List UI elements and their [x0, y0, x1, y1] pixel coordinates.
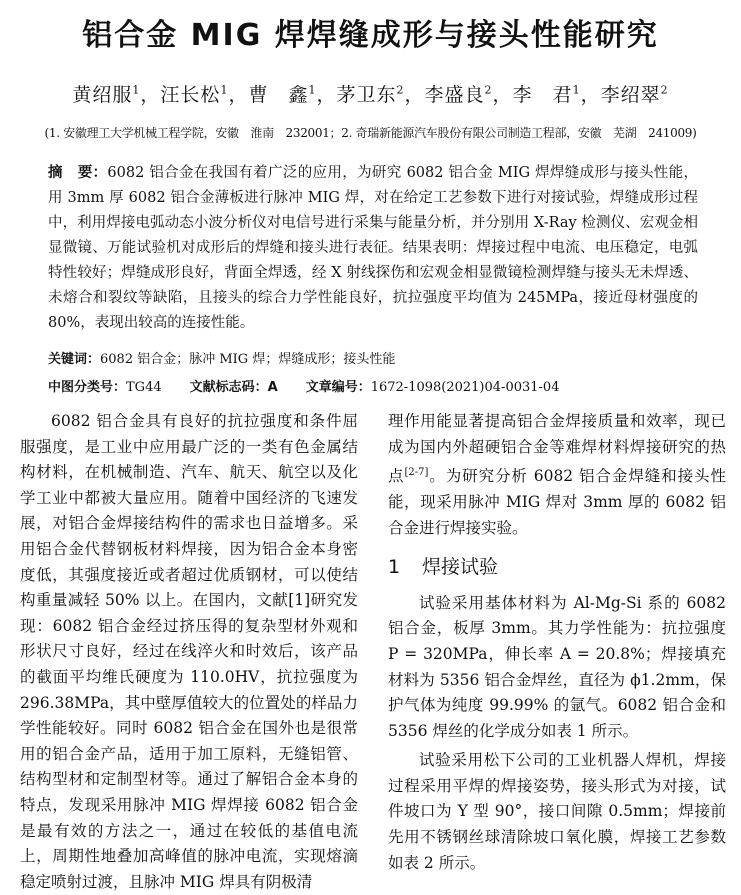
author-name: 曹 鑫	[248, 84, 309, 106]
article-number-value: 1672-1098(2021)04-0031-04	[370, 380, 560, 395]
abstract	[48, 161, 698, 336]
citation-ref: [2-7]	[404, 467, 429, 479]
clc-label: 中图分类号：	[48, 380, 127, 395]
article-number-label: 文章编号：	[305, 380, 371, 395]
keywords-label: 关键词：	[48, 352, 101, 367]
author-affiliation-mark: 2	[660, 83, 669, 97]
classification-line	[48, 376, 559, 395]
body-paragraph: 试验采用松下公司的工业机器人焊机，焊接过程采用平焊的焊接姿势，接头形式为对接，试件坡口为 Y 型 90°，接口间隙 0.5mm；焊接前先用不锈钢丝球清除坡口氧化膜，焊接工艺参数如表 2 所示。	[388, 751, 726, 872]
author-name: 李绍翠	[600, 84, 661, 106]
abstract-label: 摘 要：	[48, 165, 108, 181]
body-paragraph	[388, 409, 726, 541]
author-name: 茅卫东	[336, 84, 397, 106]
abstract-text: 6082 铝合金在我国有着广泛的应用，为研究 6082 铝合金 MIG 焊焊缝成形与接头性能，用 3mm 厚 6082 铝合金薄板进行脉冲 MIG 焊，对在给定工艺参数下进行对接试验，焊缝成形过程中，利用焊接电弧动态小波分析仪对电信号进行采集与能量分析，并分别用 X-Ray 检测仪、宏观金相显微镜、万能试验机对成形后的焊缝和接头进行表征。结果表明：焊接过程中电流、电压稳定，电弧特性较好；焊缝成形良好，背面全焊透，经 X 射线探伤和宏观金相显微镜检测焊缝与接头无未焊透、未熔合和裂纹等缺陷，且接头的综合力学性能良好，抗拉强度平均值为 245MPa，接近母材强度的 80%，表现出较高的连接性能。	[48, 165, 698, 331]
doc-code-value: A	[267, 380, 278, 395]
body-text: 理作用能显著提高铝合金焊接质量和效率，现已成为国内外超硬铝合金等难焊材料焊接研究的热点	[388, 412, 726, 486]
section-number: 1	[388, 556, 401, 579]
author-affiliation-mark: 1	[220, 83, 229, 97]
body-column-left	[20, 409, 358, 895]
author-affiliation-mark: 1	[572, 83, 581, 97]
author-affiliation-mark: 2	[484, 83, 493, 97]
section-title: 焊接试验	[422, 556, 499, 579]
author-affiliation-mark: 1	[308, 83, 317, 97]
clc-value: TG44	[126, 380, 162, 395]
doc-code-label: 文献标志码：	[189, 380, 268, 395]
section-heading	[388, 555, 726, 581]
author-name: 黄绍服	[72, 84, 133, 106]
author-name: 李 君	[512, 84, 573, 106]
author-list: 黄绍服$^1$，汪长松$^1$，曹 鑫$^1$，茅卫东$^2$，李盛良$^2$，李 君$^1$，李绍翠$^2$	[72, 83, 669, 106]
author-affiliation-mark: 2	[396, 83, 405, 97]
body-paragraph: 6082 铝合金具有良好的抗拉强度和条件屈服强度，是工业中应用最广泛的一类有色金属结构材料，在机械制造、汽车、航天、航空以及化学工业中都被大量应用。随着中国经济的飞速发展，对铝合金焊接结构件的需求也日益增多。采用铝合金代替钢板材料焊接，因为铝合金本身密度低，其强度接近或者超过优质钢材，可以使结构重量减轻 50% 以上。在国内，文献[1]研究发现：6082 铝合金经过挤压得的复杂型材外观和形状尺寸良好，经过在线淬火和时效后，该产品的截面平均维氏硬度为 110.0HV，抗拉强度为 296.38MPa，其中壁厚值较大的位置处的样品力学性能较好。同时 6082 铝合金在国外也是很常用的铝合金产品，适用于加工原料，无缝铝管、结构型材和定制型材等。通过了解铝合金本身的特点，发现采用脉冲 MIG 焊焊接 6082 铝合金是最有效的方法之一，通过在较低的基值电流上，周期性地叠加高峰值的脉冲电流，实现熔滴稳定喷射过渡，且脉冲 MIG 焊具有阴极清	[20, 412, 358, 891]
affiliations: (1. 安徽理工大学机械工程学院，安徽 淮南 232001；2. 奇瑞新能源汽车股份有限公司制造工程部，安徽 芜湖 241009)	[44, 126, 697, 140]
keywords	[48, 348, 395, 367]
paper-title: 铝合金 MIG 焊焊缝成形与接头性能研究	[82, 18, 659, 53]
body-paragraph: 试验采用基体材料为 Al-Mg-Si 系的 6082 铝合金，板厚 3mm。其力学性能为：抗拉强度 P = 320MPa，伸长率 A = 20.8%；焊接填充材料为 5356 铝合金焊丝，直径为 ϕ1.2mm，保护气体为纯度 99.99% 的氩气。6082 铝合金和 5356 焊丝的化学成分如表 1 所示。	[388, 593, 726, 740]
body-column-right	[388, 409, 726, 876]
author-name: 李盛良	[424, 84, 485, 106]
author-name: 汪长松	[160, 84, 221, 106]
author-affiliation-mark: 1	[132, 83, 141, 97]
body-text: 。为研究分析 6082 铝合金焊缝和接头性能，现采用脉冲 MIG 焊对 3mm 厚的 6082 铝合金进行焊接实验。	[388, 467, 726, 537]
keywords-text: 6082 铝合金；脉冲 MIG 焊；焊缝成形；接头性能	[100, 352, 396, 367]
